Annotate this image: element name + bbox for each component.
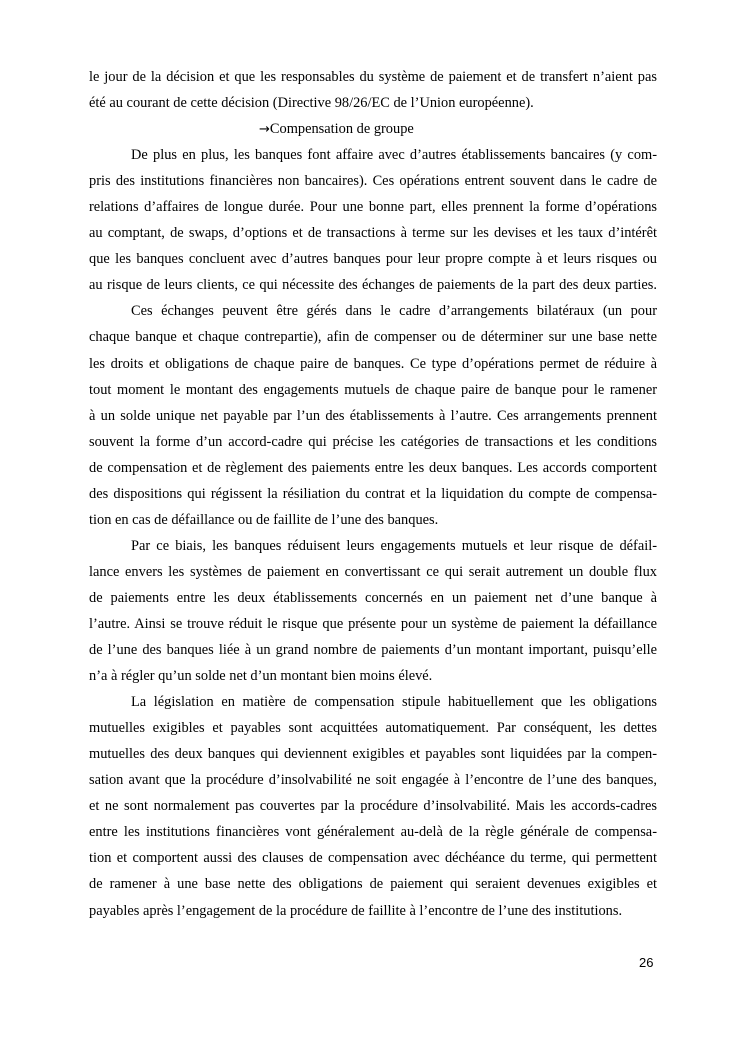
paragraph-2 [89, 298, 657, 532]
text-line: que les banques concluent avec d’autres banques pour leur propre compte à et leurs risques ou [89, 251, 657, 268]
text-line: au risque de leurs clients, ce qui nécessite des échanges de paiements de la part des deux parties. [89, 277, 657, 294]
paragraph-1 [89, 142, 657, 298]
text-line: au comptant, de swaps, d’options et de transactions à terme sur les devises et les taux d’intérêt [89, 225, 657, 242]
text-line: à un solde unique net payable par l’un des établissements à l’autre. Ces arrangements prennent [89, 407, 657, 424]
document-page [89, 64, 657, 924]
text-line: Par ce biais, les banques réduisent leurs engagements mutuels et leur risque de défail- [131, 537, 657, 554]
intro-paragraph [89, 64, 657, 116]
arrow-right-icon: → [259, 122, 270, 138]
text-line: et ne sont normalement pas couvertes par la procédure d’insolvabilité. Mais les accords-cadres [89, 798, 657, 815]
text-line: été au courant de cette décision (Directive 98/26/EC de l’Union européenne). [89, 95, 534, 112]
text-line: Ces échanges peuvent être gérés dans le cadre d’arrangements bilatéraux (un pour [131, 303, 657, 320]
text-line: sation avant que la procédure d’insolvabilité ne soit engagée à l’encontre de l’une des banques, [89, 772, 657, 789]
text-line: lance envers les systèmes de paiement en convertissant ce qui serait autrement un double flux [89, 563, 657, 580]
text-line: de compensation et de règlement des paiements entre les deux banques. Les accords comportent [89, 459, 657, 476]
text-line: l’autre. Ainsi se trouve réduit le risque que présente pour un système de paiement la défaillance [89, 615, 657, 632]
text-line: de l’une des banques liée à un grand nombre de paiements d’un montant important, puisqu’elle [89, 642, 657, 659]
text-line: tout moment le montant des engagements mutuels de chaque paire de banque pour le ramener [89, 381, 657, 398]
section-heading-text: Compensation de groupe [269, 121, 414, 138]
text-line: le jour de la décision et que les responsables du système de paiement et de transfert n’aient pas [89, 69, 657, 85]
text-line: entre les institutions financières vont généralement au-delà de la règle générale de compensa- [89, 824, 657, 841]
text-line: relations d’affaires de longue durée. Pour une bonne part, elles prennent la forme d’opérations [89, 199, 657, 216]
text-line: n’a à régler qu’un solde net d’un montant bien moins élevé. [89, 668, 433, 685]
text-line: chaque banque et chaque contrepartie), afin de compenser ou de déterminer sur une base nette [89, 329, 657, 346]
text-line: mutuelles des deux banques qui deviennent exigibles et payables sont liquidées par la compen- [89, 746, 657, 763]
text-line: souvent la forme d’un accord-cadre qui précise les catégories de transactions et les conditions [89, 433, 657, 450]
text-line: de paiements entre les deux établissements concernés en un paiement net d’une banque à [89, 589, 657, 606]
text-line: La législation en matière de compensation stipule habituellement que les obligations [131, 694, 657, 711]
text-line: tion et comportent aussi des clauses de compensation avec déchéance du terme, qui permettent [89, 850, 657, 867]
paragraph-3 [89, 533, 657, 689]
section-heading [89, 116, 657, 142]
text-line: les droits et obligations de chaque paire de banques. Ce type d’opérations permet de réduire à [89, 355, 657, 372]
text-line: des dispositions qui régissent la résiliation du contrat et la liquidation du compte de compensa- [89, 485, 657, 502]
text-line: de ramener à une base nette des obligations de paiement qui seraient devenues exigibles et [89, 876, 657, 893]
paragraph-4 [89, 689, 657, 923]
text-line: tion en cas de défaillance ou de faillite de l’une des banques. [89, 511, 439, 528]
text-line: De plus en plus, les banques font affaire avec d’autres établissements bancaires (y com- [131, 147, 657, 164]
text-line: payables après l’engagement de la procédure de faillite à l’encontre de l’une des institutions. [89, 902, 623, 919]
text-line: mutuelles exigibles et payables sont acquittées automatiquement. Par conséquent, les dettes [89, 720, 657, 737]
text-line: pris des institutions financières non bancaires). Ces opérations entrent souvent dans le cadre de [89, 173, 657, 190]
page-number: 26 [639, 955, 654, 970]
